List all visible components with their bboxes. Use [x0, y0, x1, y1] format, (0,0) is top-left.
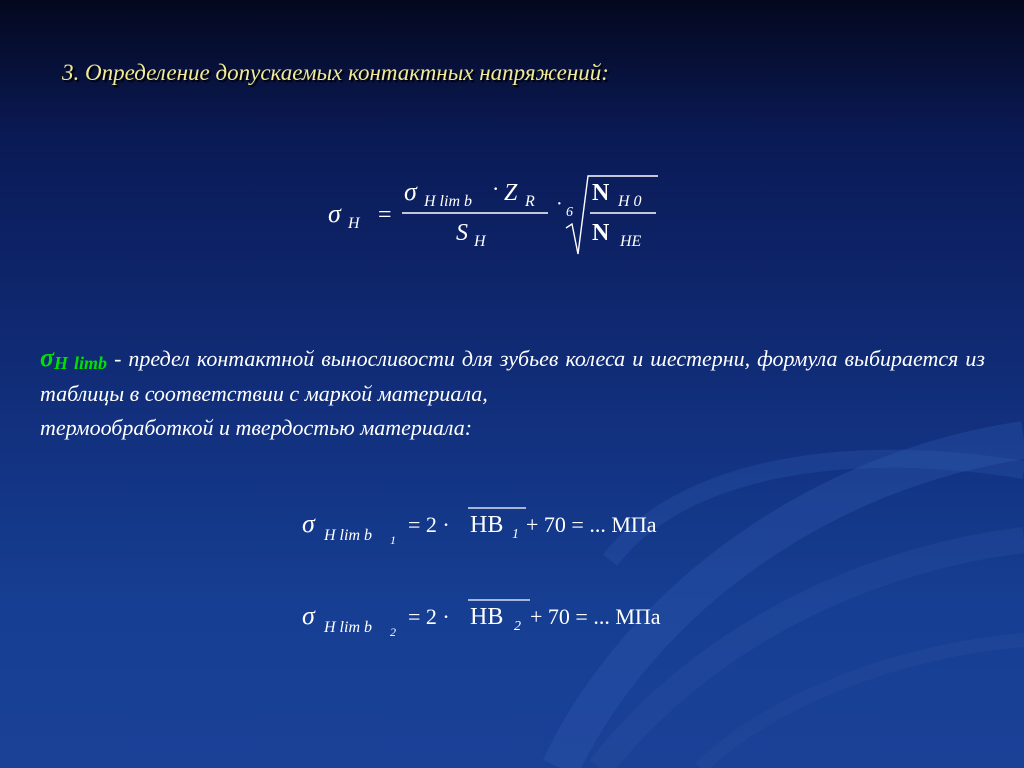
- den-s: S: [456, 220, 468, 246]
- formula-limb-2: [302, 592, 742, 642]
- f2-rhs-start: = 2 ·: [408, 604, 450, 629]
- f1-rhs-start: = 2 ·: [408, 512, 450, 537]
- num-z-sub: R: [525, 193, 535, 210]
- lhs-sigma: σ: [328, 199, 341, 228]
- definition-sigma: σ: [40, 343, 55, 372]
- f1-sub: H lim b: [324, 527, 372, 544]
- f1-rhs-end: + 70 = ... МПа: [526, 512, 657, 537]
- f2-hb: HB: [470, 604, 504, 630]
- root-num-sub: H 0: [618, 193, 642, 210]
- mult-dot: ·: [556, 193, 563, 215]
- main-formula: [322, 168, 682, 264]
- lhs-sub: H: [348, 215, 360, 232]
- f2-sub-index: 2: [390, 625, 396, 639]
- root-den-n: N: [592, 220, 610, 246]
- definition-text: - предел контактной выносливости для зубьев колеса и шестерни, формула выбирается из таблицы в соответствии с маркой материала,: [40, 346, 985, 406]
- definition-paragraph: [40, 341, 985, 445]
- f2-hb-index: 2: [514, 619, 521, 634]
- num-sigma: σ: [404, 177, 417, 206]
- equals-sign: =: [378, 202, 392, 228]
- f1-hb: HB: [470, 512, 504, 538]
- root-den-sub: HE: [620, 233, 642, 250]
- slide-title: 3. Определение допускаемых контактных напряжений:: [62, 60, 609, 85]
- f1-sub-index: 1: [390, 533, 396, 547]
- num-z: Z: [504, 180, 518, 206]
- f2-sigma: σ: [302, 601, 315, 630]
- num-sigma-sub: H lim b: [424, 193, 472, 210]
- f2-sub: H lim b: [324, 619, 372, 636]
- f2-rhs-end: + 70 = ... МПа: [530, 604, 661, 629]
- radical-sign: [566, 176, 658, 254]
- root-num-n: N: [592, 180, 610, 206]
- num-dot: ·: [492, 176, 500, 201]
- f1-hb-index: 1: [512, 527, 519, 542]
- f1-sigma: σ: [302, 509, 315, 538]
- den-s-sub: H: [474, 233, 486, 250]
- definition-text-last: термообработкой и твердостью материала:: [40, 415, 473, 440]
- root-index: 6: [566, 205, 573, 220]
- formula-limb-1: [302, 500, 742, 550]
- definition-sigma-sub: H limb: [54, 353, 108, 373]
